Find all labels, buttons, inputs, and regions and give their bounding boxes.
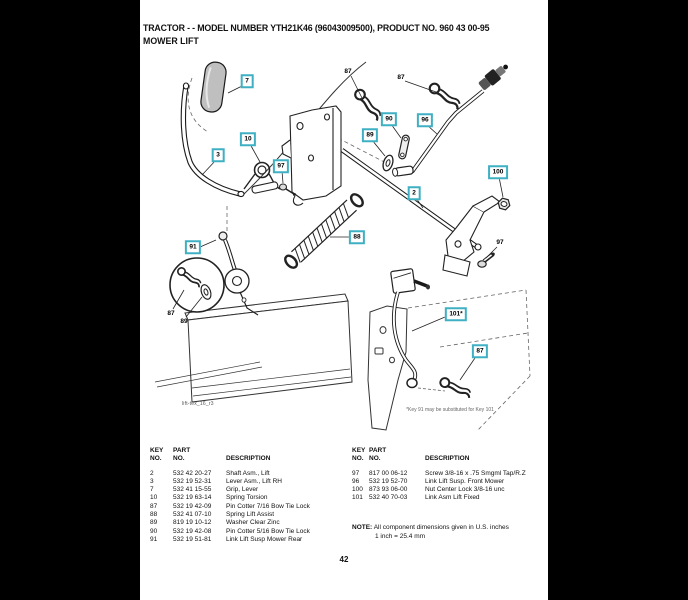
part-row [150, 470, 310, 478]
part-description-cell: Link Asm Lift Fixed [425, 494, 480, 502]
part-key-cell: 89 [150, 519, 158, 527]
detail-circle-drawing [170, 258, 224, 312]
parts-table-right [352, 447, 526, 503]
parts-table-header-row [352, 447, 526, 470]
part-description-cell: Spring Torsion [226, 494, 268, 502]
note-line1: All component dimensions given in U.S. inches [373, 524, 509, 531]
part-key-cell: 7 [150, 486, 154, 494]
cotter-pin-drawing [439, 374, 473, 403]
part-number-cell: 532 19 42-09 [173, 502, 212, 510]
part-row [352, 494, 526, 502]
part-key-cell: 90 [150, 527, 158, 535]
callout-88: 88 [349, 230, 365, 244]
part-key-cell: 100 [352, 486, 363, 494]
small-link-drawing [398, 135, 410, 160]
part-row [150, 528, 310, 536]
part-row [352, 478, 526, 486]
mower-deck-left [155, 294, 352, 402]
key-no-header: KEY NO. [150, 447, 164, 463]
part-number-cell: 819 19 10-12 [173, 519, 212, 527]
callout-89: 89 [180, 317, 188, 325]
part-description-cell: Grip, Lever [226, 486, 259, 494]
part-description-cell: Spring Lift Assist [226, 511, 275, 519]
part-number-cell: 532 19 51-81 [173, 535, 212, 543]
callout-97: 97 [496, 238, 504, 246]
cotter-pin-drawing [428, 79, 462, 113]
page-title: TRACTOR - - MODEL NUMBER YTH21K46 (96043009500), PRODUCT NO. 960 43 00-95 [143, 23, 490, 33]
section-title: MOWER LIFT [143, 36, 199, 46]
part-description-cell: Pin Cotter 5/16 Bow Tie Lock [226, 527, 310, 535]
part-number-cell: 532 19 63-14 [173, 494, 212, 502]
part-number-cell: 532 19 42-08 [173, 527, 212, 535]
ferrule-drawing [477, 60, 512, 91]
callout-96: 96 [417, 113, 433, 127]
callout-87: 87 [472, 344, 488, 358]
callout-87: 87 [167, 309, 175, 317]
note-label: NOTE: [352, 524, 373, 531]
callout-91: 91 [185, 240, 201, 254]
nut-drawing [497, 197, 511, 210]
callout-97: 97 [273, 159, 289, 173]
description-header: DESCRIPTION [226, 455, 271, 463]
part-number-cell: 532 19 52-70 [369, 477, 408, 485]
right-bracket-drawing [443, 196, 500, 276]
part-number-cell: 532 42 20-27 [173, 469, 212, 477]
drawing-id: lift-tex_16_r3 [182, 401, 214, 407]
part-description-cell: Pin Cotter 7/16 Bow Tie Lock [226, 502, 310, 510]
part-row [150, 511, 310, 519]
part-description-cell: Shaft Asm., Lift [226, 469, 270, 477]
part-no-header: PART NO. [369, 447, 387, 463]
diagram-footnote: *Key 91 may be substituted for Key 101 [406, 407, 494, 413]
part-key-cell: 96 [352, 477, 360, 485]
callout-87: 87 [397, 73, 405, 81]
part-number-cell: 532 40 70-03 [369, 494, 408, 502]
part-number-cell: 873 93 06-00 [369, 486, 408, 494]
part-description-cell: Link Lift Susp Mower Rear [226, 535, 303, 543]
callout-87: 87 [344, 67, 352, 75]
part-row [150, 536, 310, 544]
callout-90: 90 [381, 112, 397, 126]
page-number: 42 [339, 555, 349, 564]
parts-table-left [150, 447, 310, 544]
callout-100: 100 [488, 165, 508, 179]
grip-drawing [200, 61, 228, 113]
part-key-cell: 2 [150, 469, 154, 477]
callout-2: 2 [408, 186, 421, 200]
part-key-cell: 87 [150, 502, 158, 510]
manual-page [140, 0, 548, 600]
pedal-drawing [251, 181, 278, 193]
part-key-cell: 10 [150, 494, 158, 502]
part-key-cell: 91 [150, 535, 158, 543]
note-line2: 1 inch = 25.4 mm [375, 532, 426, 540]
description-header: DESCRIPTION [425, 455, 470, 463]
part-key-cell: 3 [150, 477, 154, 485]
part-key-cell: 101 [352, 494, 363, 502]
part-row [150, 519, 310, 527]
part-description-cell: Screw 3/8-16 x .75 Smgml Tap/R.Z [425, 469, 526, 477]
key-no-header: KEY NO. [352, 447, 366, 463]
callout-3: 3 [212, 148, 225, 162]
part-key-cell: 88 [150, 511, 158, 519]
dimensions-note [352, 524, 544, 541]
part-number-cell: 817 00 06-12 [369, 469, 408, 477]
part-key-cell: 97 [352, 469, 360, 477]
part-row [150, 486, 310, 494]
cotter-pin-drawing [353, 86, 382, 123]
part-row [150, 494, 310, 502]
part-description-cell: Washer Clear Zinc [226, 519, 280, 527]
part-row [352, 486, 526, 494]
screw-drawing [478, 253, 495, 268]
bracket-drawing [282, 106, 341, 205]
callout-7: 7 [241, 74, 254, 88]
part-description-cell: Nut Center Lock 3/8-16 unc [425, 486, 505, 494]
part-number-cell: 532 41 15-55 [173, 486, 212, 494]
part-row [150, 503, 310, 511]
part-row [352, 470, 526, 478]
part-number-cell: 532 41 07-10 [173, 511, 212, 519]
callout-10: 10 [240, 132, 256, 146]
part-row [150, 478, 310, 486]
part-description-cell: Link Lift Susp. Front Mower [425, 477, 505, 485]
callout-89: 89 [362, 128, 378, 142]
parts-table-header-row [150, 447, 310, 470]
part-number-cell: 532 19 52-31 [173, 477, 212, 485]
lift-link-rod-drawing [392, 60, 512, 176]
part-no-header: PART NO. [173, 447, 191, 463]
part-description-cell: Lever Asm., Lift RH [226, 477, 282, 485]
callout-101: 101* [445, 307, 467, 321]
